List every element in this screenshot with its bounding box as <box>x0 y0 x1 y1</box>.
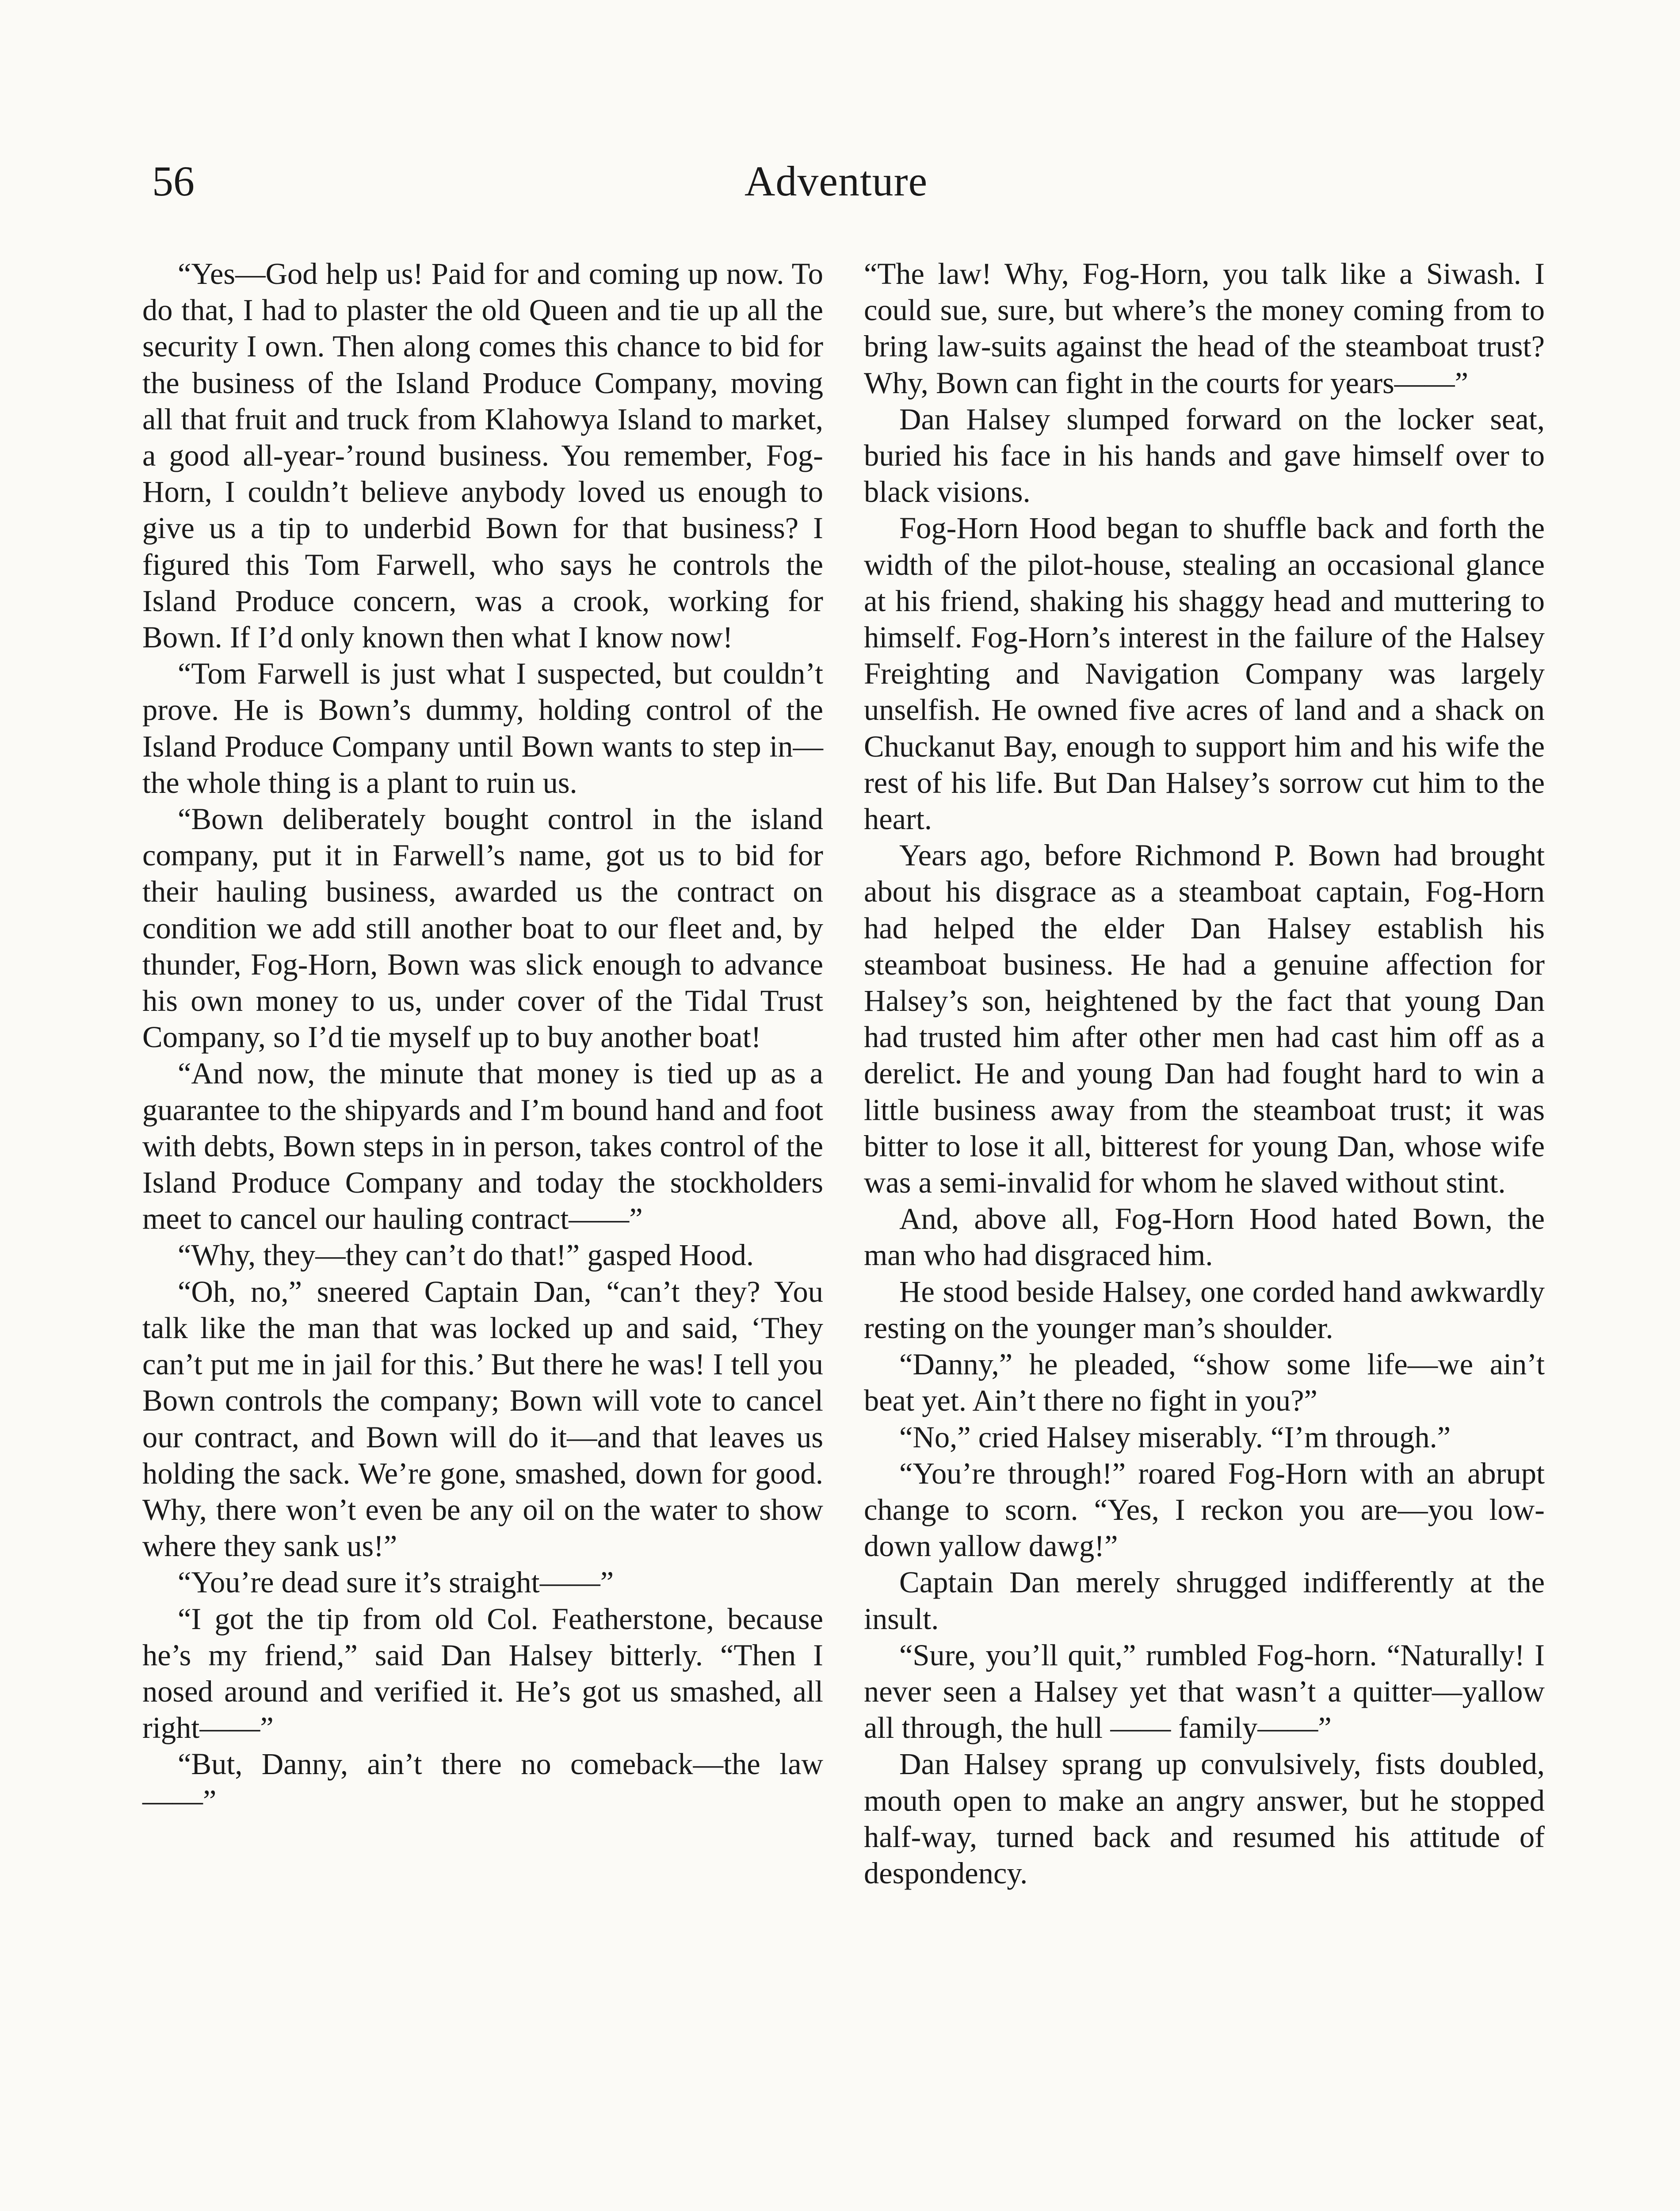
paragraph: Captain Dan merely shrugged indifferently at the insult. <box>864 1565 1545 1636</box>
right-column <box>864 256 1545 1891</box>
paragraph: Dan Halsey slumped forward on the locker seat, buried his face in his hands and gave himself over to black visions. <box>864 402 1545 509</box>
paragraph: “No,” cried Halsey miserably. “I’m through.” <box>899 1420 1451 1454</box>
paragraph: Dan Halsey sprang up convulsively, fists doubled, mouth open to make an angry answer, but he stopped half-way, turned back and resumed his attitude of despondency. <box>864 1747 1545 1890</box>
paragraph: He stood beside Halsey, one corded hand awkwardly resting on the younger man’s shoulder. <box>864 1274 1545 1345</box>
paragraph: “And now, the minute that money is tied up as a guarantee to the shipyards and I’m bound hand and foot with debts, Bown steps in in person, takes control of the Island Produce Company and today the stockholders meet to cancel our hauling contract——” <box>142 1056 823 1236</box>
paragraph: “You’re dead sure it’s straight——” <box>178 1565 614 1599</box>
page-number: 56 <box>152 157 195 205</box>
paragraph: “Oh, no,” sneered Captain Dan, “can’t they? You talk like the man that was locked up and said, ‘They can’t put me in jail for this.’ But there he was! I tell you Bown controls the company; Bown will vote to cancel our contract, and Bown will do it—and that leaves us holding the sack. We’re gone, smashed, down for good. Why, there won’t even be any oil on the water to show where they sank us!” <box>142 1274 823 1563</box>
magazine-title: Adventure <box>745 157 928 205</box>
paragraph: “Yes—God help us! Paid for and coming up now. To do that, I had to plaster the old Queen and tie up all the security I own. Then along comes this chance to bid for the business of the Island Produce Company, moving all that fruit and truck from Klahowya Island to market, a good all-year-’round business. You remember, Fog-Horn, I couldn’t believe anybody loved us enough to give us a tip to underbid Bown for that business? I figured this Tom Farwell, who says he controls the Island Produce concern, was a crook, working for Bown. If I’d only known then what I know now! <box>142 257 823 654</box>
paragraph: “Bown deliberately bought control in the island company, put it in Farwell’s name, got us to bid for their hauling business, awarded us the contract on condition we add still another boat to our fleet and, by thunder, Fog-Horn, Bown was slick enough to advance his own money to us, under cover of the Tidal Trust Company, so I’d tie myself up to buy another boat! <box>142 802 823 1054</box>
paragraph: “The law! Why, Fog-Horn, you talk like a Siwash. I could sue, sure, but where’s the money coming from to bring law-suits against the head of the steamboat trust? Why, Bown can fight in the courts for years——” <box>864 257 1545 400</box>
paragraph: “Sure, you’ll quit,” rumbled Fog-horn. “Naturally! I never seen a Halsey yet that wasn’t a quitter—yallow all through, the hull —— family——” <box>864 1638 1545 1745</box>
paragraph: And, above all, Fog-Horn Hood hated Bown, the man who had disgraced him. <box>864 1202 1545 1272</box>
paragraph: “Tom Farwell is just what I suspected, but couldn’t prove. He is Bown’s dummy, holding control of the Island Produce Company until Bown wants to step in—the whole thing is a plant to ruin us. <box>142 657 823 799</box>
paragraph: “I got the tip from old Col. Featherstone, because he’s my friend,” said Dan Halsey bitterly. “Then I nosed around and verified it. He’s got us smashed, all right——” <box>142 1602 823 1745</box>
left-column <box>142 256 823 1819</box>
paragraph: “But, Danny, ain’t there no comeback—the law——” <box>142 1747 823 1817</box>
paragraph: “Why, they—they can’t do that!” gasped Hood. <box>178 1238 754 1272</box>
paragraph: “Danny,” he pleaded, “show some life—we ain’t beat yet. Ain’t there no fight in you?” <box>864 1347 1545 1418</box>
paragraph: Years ago, before Richmond P. Bown had brought about his disgrace as a steamboat captain, Fog-Horn had helped the elder Dan Halsey establish his steamboat business. He had a genuine affection for Halsey’s son, heightened by the fact that young Dan had trusted him after other men had cast him off as a derelict. He and young Dan had fought hard to win a little business away from the steamboat trust; it was bitter to lose it all, bitterest for young Dan, whose wife was a semi-invalid for whom he slaved without stint. <box>864 838 1545 1200</box>
paragraph: Fog-Horn Hood began to shuffle back and forth the width of the pilot-house, stealing an occasional glance at his friend, shaking his shaggy head and muttering to himself. Fog-Horn’s interest in the failure of the Halsey Freighting and Navigation Company was largely unselfish. He owned five acres of land and a shack on Chuckanut Bay, enough to support him and his wife the rest of his life. But Dan Halsey’s sorrow cut him to the heart. <box>864 511 1545 836</box>
paragraph: “You’re through!” roared Fog-Horn with an abrupt change to scorn. “Yes, I reckon you are—you low-down yallow dawg!” <box>864 1456 1545 1563</box>
